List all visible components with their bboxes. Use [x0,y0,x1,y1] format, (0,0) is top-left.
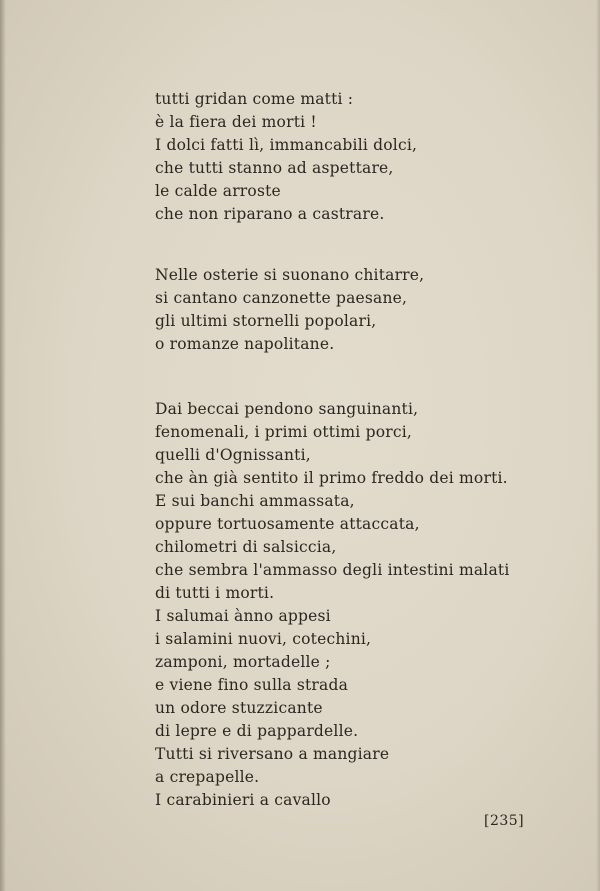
poem-line: è la fiera dei morti ! [155,113,317,131]
poem-line: tutti gridan come matti : [155,90,354,108]
poem-line: gli ultimi stornelli popolari, [155,312,377,330]
page-right-edge-shadow [596,0,600,891]
poem-line: Dai beccai pendono sanguinanti, [155,400,419,418]
poem-line: e viene fino sulla strada [155,676,349,694]
poem-line: di lepre e di pappardelle. [155,722,359,740]
stanza-2 [155,264,424,356]
poem-line: zamponi, mortadelle ; [155,653,331,671]
poem-line: I dolci fatti lì, immancabili dolci, [155,136,418,154]
poem-line: quelli d'Ognissanti, [155,446,311,464]
page-number: [235] [484,813,525,829]
poem-line: che tutti stanno ad aspettare, [155,159,394,177]
poem-line: un odore stuzzicante [155,699,323,717]
poem-line: i salamini nuovi, cotechini, [155,630,372,648]
stanza-3 [155,398,509,812]
poem-line: E sui banchi ammassata, [155,492,355,510]
poem-line: chilometri di salsiccia, [155,538,337,556]
stanza-1 [155,88,417,226]
poem-line: che sembra l'ammasso degli intestini malati [155,561,510,579]
poem-line: oppure tortuosamente attaccata, [155,515,420,533]
poem-line: a crepapelle. [155,768,260,786]
poem-line: I carabinieri a cavallo [155,791,331,809]
poem-line: si cantano canzonette paesane, [155,289,408,307]
page-left-edge-shadow [0,0,6,891]
poem-line: che àn già sentito il primo freddo dei morti. [155,469,508,487]
poem-line: fenomenali, i primi ottimi porci, [155,423,412,441]
poem-line: Tutti si riversano a mangiare [155,745,390,763]
poem-line: o romanze napolitane. [155,335,335,353]
poem-line: I salumai ànno appesi [155,607,331,625]
poem-line: Nelle osterie si suonano chitarre, [155,266,425,284]
poem-line: che non riparano a castrare. [155,205,385,223]
poem-line: di tutti i morti. [155,584,275,602]
poem-line: le calde arroste [155,182,281,200]
